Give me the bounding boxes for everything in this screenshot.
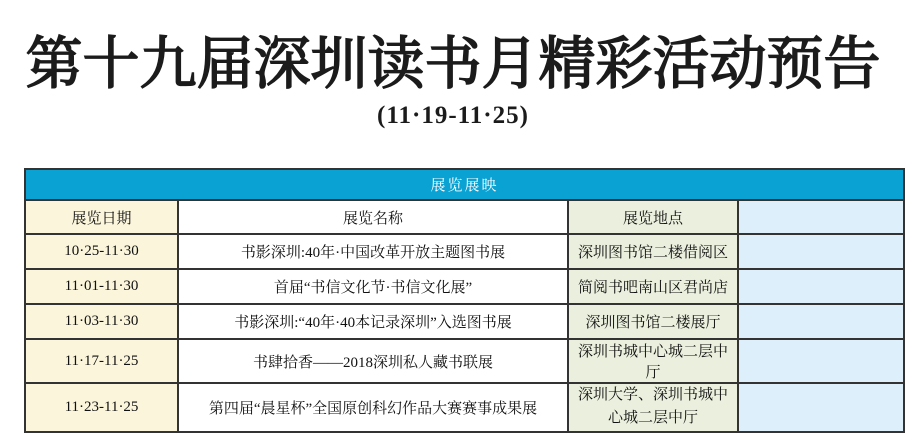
- cell-location: 深圳图书馆二楼借阅区: [568, 234, 738, 269]
- table-section-header-row: [25, 169, 904, 200]
- cell-name: 书肆拾香——2018深圳私人藏书联展: [178, 339, 568, 383]
- cell-name: 首届“书信文化节·书信文化展”: [178, 269, 568, 304]
- cell-date: 11·01-11·30: [25, 269, 178, 304]
- cell-location: 深圳大学、深圳书城中心城二层中厅: [568, 383, 738, 432]
- cell-date: 11·03-11·30: [25, 304, 178, 339]
- cell-extra: [738, 304, 904, 339]
- cell-extra: [738, 234, 904, 269]
- column-header-date: 展览日期: [25, 200, 178, 234]
- cell-extra: [738, 339, 904, 383]
- section-header: 展览展映: [25, 169, 904, 200]
- column-header-extra: [738, 200, 904, 234]
- table-column-header-row: [25, 200, 904, 234]
- table-row: [25, 234, 904, 269]
- cell-name: 书影深圳:“40年·40本记录深圳”入选图书展: [178, 304, 568, 339]
- cell-extra: [738, 269, 904, 304]
- cell-location: 深圳书城中心城二层中厅: [568, 339, 738, 383]
- column-header-location: 展览地点: [568, 200, 738, 234]
- table-row: [25, 383, 904, 432]
- date-range-subtitle: (11·19-11·25): [377, 102, 529, 129]
- table-row: [25, 304, 904, 339]
- cell-date: 11·23-11·25: [25, 383, 178, 432]
- cell-name: 书影深圳:40年·中国改革开放主题图书展: [178, 234, 568, 269]
- column-header-name: 展览名称: [178, 200, 568, 234]
- exhibition-schedule-table: [24, 168, 905, 433]
- table-row: [25, 339, 904, 383]
- cell-date: 10·25-11·30: [25, 234, 178, 269]
- cell-name: 第四届“晨星杯”全国原创科幻作品大赛赛事成果展: [178, 383, 568, 432]
- cell-location: 简阅书吧南山区君尚店: [568, 269, 738, 304]
- page-title: 第十九届深圳读书月精彩活动预告: [25, 33, 881, 96]
- cell-extra: [738, 383, 904, 432]
- cell-location: 深圳图书馆二楼展厅: [568, 304, 738, 339]
- table-row: [25, 269, 904, 304]
- cell-date: 11·17-11·25: [25, 339, 178, 383]
